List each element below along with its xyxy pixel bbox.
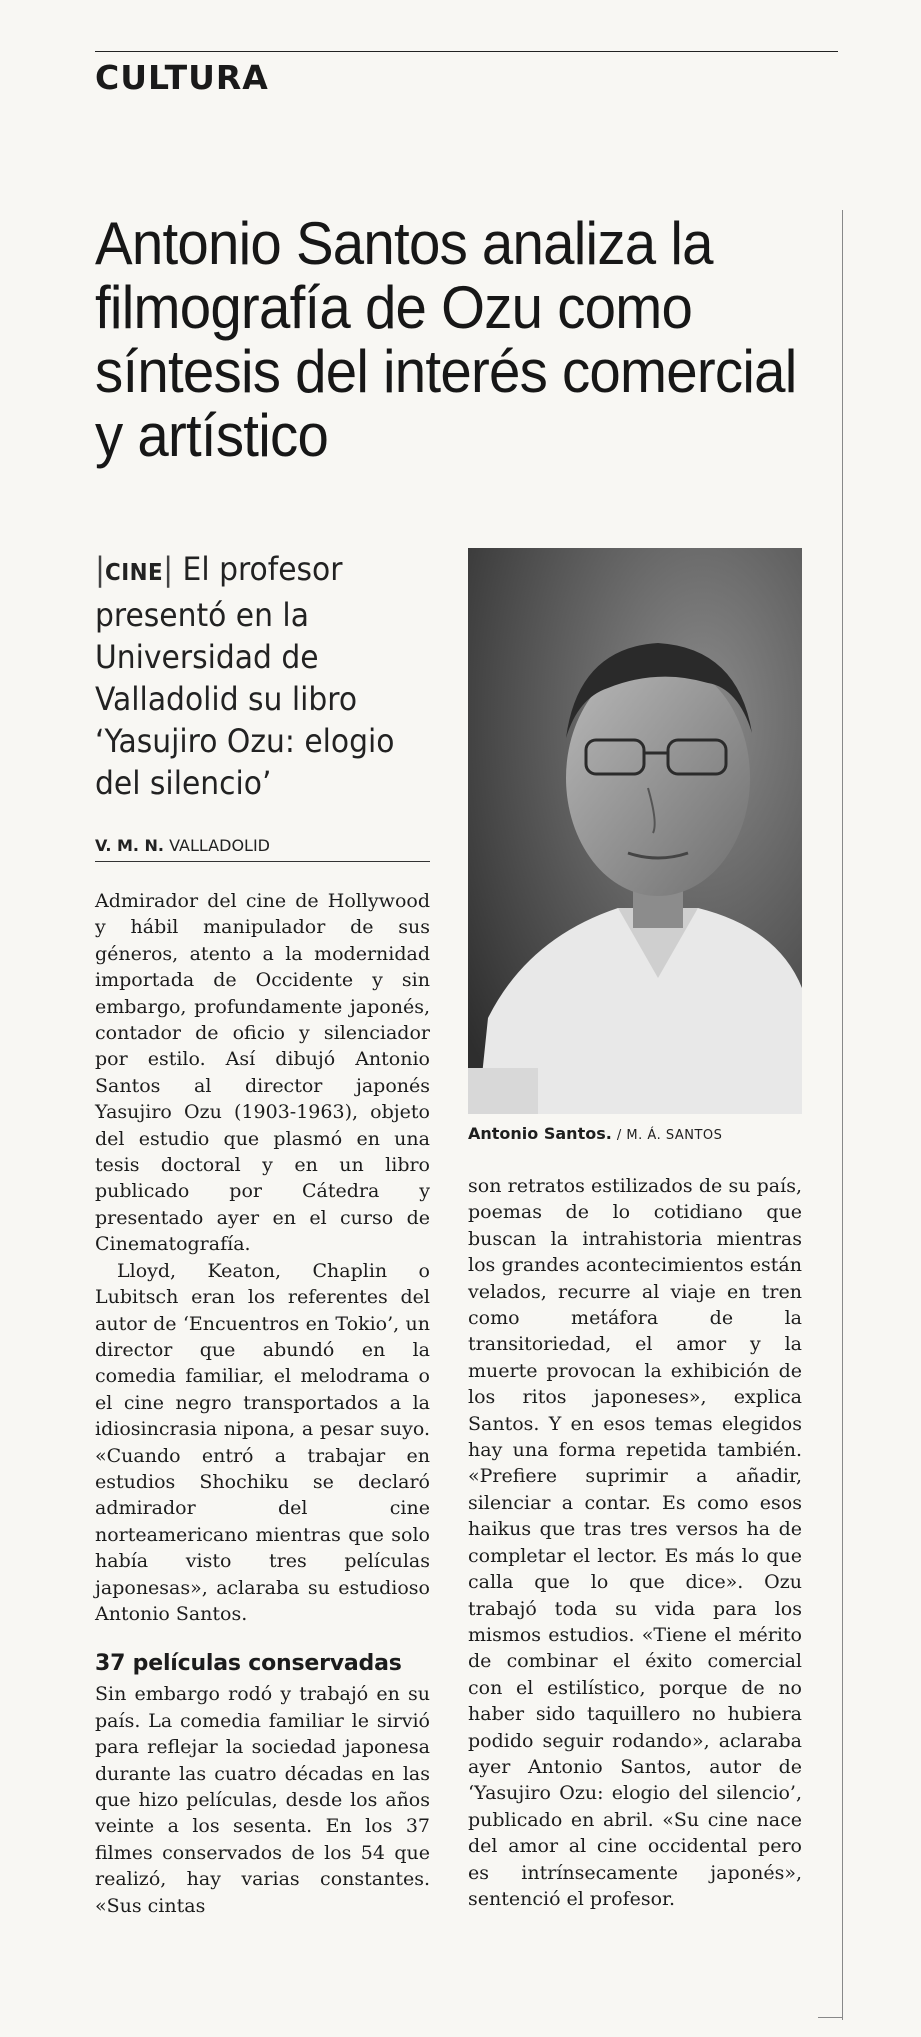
section-label: CULTURA <box>95 58 269 97</box>
crosshead: 37 películas conservadas <box>95 1651 402 1677</box>
caption-name: Antonio Santos. <box>468 1124 612 1143</box>
tag-separator-right: | <box>163 550 174 588</box>
section-tag: CINE <box>105 560 164 586</box>
headline: Antonio Santos analiza la filmografía de Ozu como síntesis del interés comercial y artístico <box>95 210 797 469</box>
portrait-illustration <box>468 548 802 1114</box>
subheadline-text: El profesor presentó en la Universidad de Valladolid su libro ‘Yasujiro Ozu: elogio del silencio’ <box>95 550 395 802</box>
tag-separator-left: | <box>95 550 106 588</box>
body-paragraph-4: son retratos estilizados de su país, poemas de lo cotidiano que buscan la intrahistoria mientras los grandes acontecimientos están velados, recurre al viaje en tren como metáfora de la transitoriedad, el amor y la muerte provocan la exhibición de los ritos japoneses», explica Santos. Y en esos temas elegidos hay una forma repetida también. «Prefiere suprimir a añadir, silenciar a contar. Es como esos haikus que tras tres versos ha de completar el lector. Es más lo que calla que lo que dice». Ozu trabajó toda su vida para los mismos estudios. «Tiene el mérito de combinar el éxito comercial con el estilístico, porque de no haber sido taquillero no hubiera podido seguir rodando», aclaraba ayer Antonio Santos, autor de ‘Yasujiro Ozu: elogio del silencio’, publicado en abril. «Su cine nace del amor al cine occidental pero es intrínsecamente japonés», sentenció el profesor. <box>468 1175 802 1910</box>
photo-caption <box>468 1124 808 1143</box>
byline-location: VALLADOLID <box>169 836 270 855</box>
end-rule <box>818 2017 842 2018</box>
column-rule <box>842 210 843 2020</box>
byline-author: V. M. N. <box>95 836 165 855</box>
article-column-1 <box>95 888 430 1919</box>
header-rule <box>95 51 838 52</box>
body-paragraph-2: Lloyd, Keaton, Chaplin o Lubitsch eran los referentes del autor de ‘Encuentros en Tokio’, un director que abundó en la comedia familiar, el melodrama o el cine negro transportados a la idiosincrasia nipona, a pesar suyo. «Cuando entró a trabajar en estudios Shochiku se declaró admirador del cine norteamericano mientras que solo había visto tres películas japonesas», aclaraba su estudioso Antonio Santos. <box>95 1259 430 1625</box>
portrait-photo <box>468 548 802 1114</box>
subheadline <box>95 548 439 804</box>
body-paragraph-3: Sin embargo rodó y trabajó en su país. La comedia familiar le sirvió para reflejar la sociedad japonesa durante las cuatro décadas en las que hizo películas, desde los años veinte a los sesenta. En los 37 filmes conservados de los 54 que realizó, hay varias constantes. «Sus cintas <box>95 1683 430 1917</box>
byline <box>95 836 430 862</box>
article-column-2 <box>468 1173 802 1912</box>
body-paragraph-1: Admirador del cine de Hollywood y hábil manipulador de sus géneros, atento a la modernidad importada de Occidente y sin embargo, profundamente japonés, contador de oficio y silenciador por estilo. Así dibujó Antonio Santos al director japonés Yasujiro Ozu (1903-1963), objeto del estudio que plasmó en una tesis doctoral y en un libro publicado por Cátedra y presentado ayer en el curso de Cinematografía. <box>95 890 430 1256</box>
caption-credit: / M. Á. SANTOS <box>616 1128 723 1143</box>
